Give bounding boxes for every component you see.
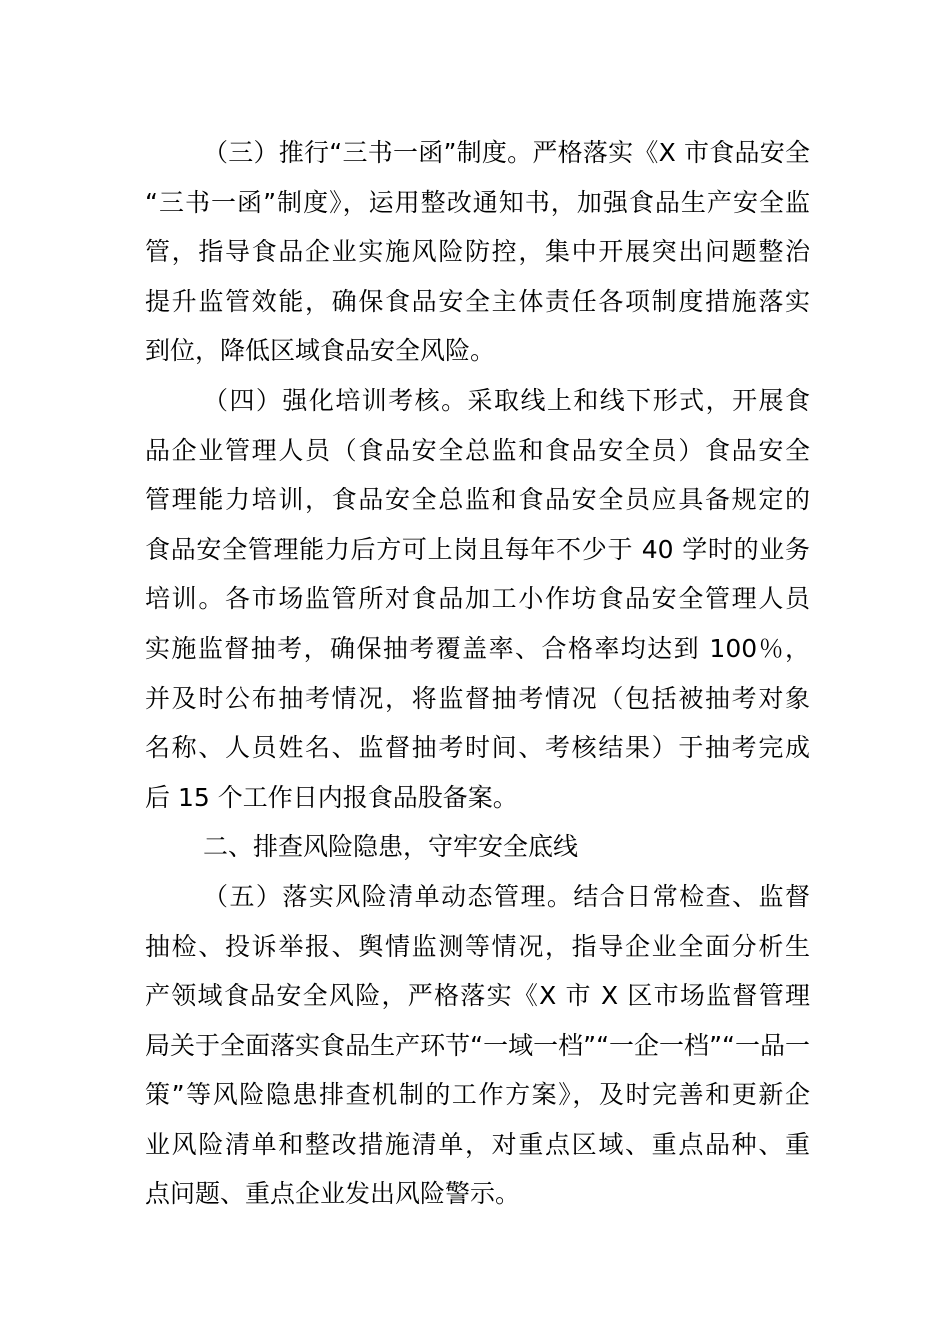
- text-line: 策”等风险隐患排查机制的工作方案》，及时完善和更新企: [145, 1080, 810, 1110]
- paragraph-five: [145, 872, 810, 1219]
- text-line: 实施监督抽考，确保抽考覆盖率、合格率均达到 100％，: [145, 633, 810, 663]
- text-line: 品企业管理人员（食品安全总监和食品安全员）食品安全: [145, 435, 810, 465]
- text-line: 培训。各市场监管所对食品加工小作坊食品安全管理人员: [145, 584, 810, 614]
- text-line: 管理能力培训，食品安全总监和食品安全员应具备规定的: [145, 485, 810, 515]
- text-line: 名称、人员姓名、监督抽考时间、考核结果）于抽考完成: [145, 733, 810, 763]
- text-line: （四）强化培训考核。采取线上和线下形式，开展食: [203, 385, 810, 415]
- text-line: （三）推行“三书一函”制度。严格落实《X 市食品安全: [203, 138, 810, 167]
- text-line: 提升监管效能，确保食品安全主体责任各项制度措施落实: [145, 286, 810, 316]
- document-body: [145, 128, 810, 1219]
- text-line: 抽检、投诉举报、舆情监测等情况，指导企业全面分析生: [145, 931, 810, 961]
- text-line: 食品安全管理能力后方可上岗且每年不少于 40 学时的业务: [145, 534, 810, 564]
- paragraph-four: [145, 376, 810, 822]
- text-line: “三书一函”制度》，运用整改通知书，加强食品生产安全监: [145, 187, 810, 217]
- section-heading: 二、排查风险隐患，守牢安全底线: [203, 832, 579, 862]
- paragraph-three: [145, 128, 810, 376]
- text-line: 业风险清单和整改措施清单，对重点区域、重点品种、重: [145, 1129, 810, 1159]
- text-line: 后 15 个工作日内报食品股备案。: [145, 782, 518, 812]
- text-line: 局关于全面落实食品生产环节“一域一档”“一企一档”“一品一: [145, 1030, 810, 1060]
- text-line: 产领域食品安全风险，严格落实《X 市 X 区市场监督管理: [145, 981, 810, 1011]
- section-heading-two: [145, 822, 810, 872]
- text-line: 管，指导食品企业实施风险防控，集中开展突出问题整治: [145, 237, 810, 267]
- text-line: 到位，降低区域食品安全风险。: [145, 336, 496, 366]
- text-line: 点问题、重点企业发出风险警示。: [145, 1179, 521, 1209]
- text-line: （五）落实风险清单动态管理。结合日常检查、监督: [203, 881, 810, 911]
- text-line: 并及时公布抽考情况，将监督抽考情况（包括被抽考对象: [145, 683, 810, 713]
